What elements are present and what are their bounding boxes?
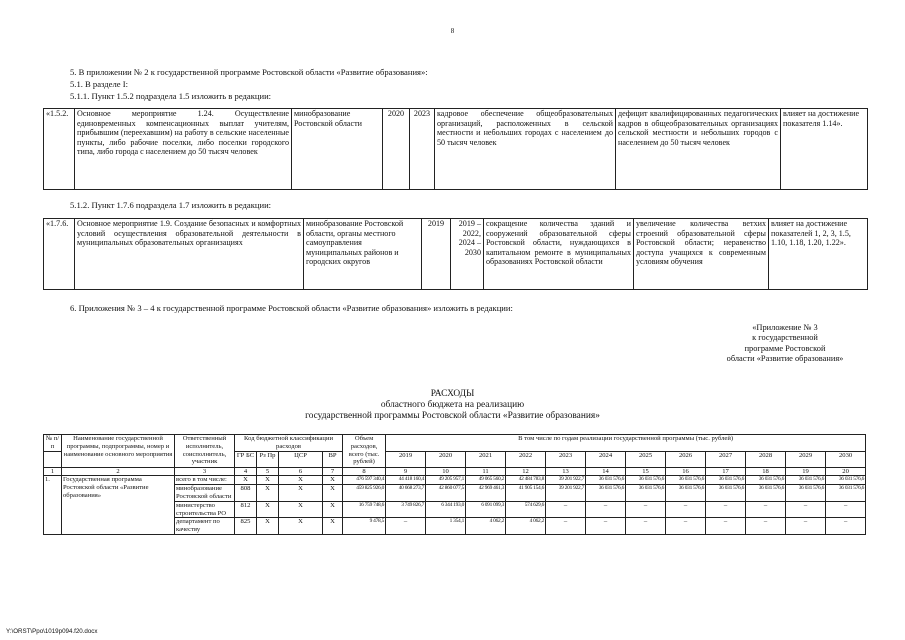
column-number: 20 [826, 467, 866, 476]
row-year-value: – [586, 501, 626, 518]
appendix-note-line: «Приложение № 3 [752, 323, 818, 332]
row-code-csr: X [279, 485, 323, 502]
table-title [0, 389, 905, 422]
header-year: 2026 [666, 451, 706, 467]
paragraph-5-1: 5.1. В разделе I: [70, 79, 128, 89]
item-number: «1.5.2. [44, 109, 75, 190]
column-number: 16 [666, 467, 706, 476]
row-code-vr: X [323, 476, 343, 485]
table-item-1-5-2 [43, 108, 868, 190]
row-year-value: 6 344 193,0 [426, 501, 466, 518]
row-year-value: 3 749 826,7 [386, 501, 426, 518]
row-code-rz: X [257, 518, 279, 535]
row-year-value: 39 201 922,7 [546, 476, 586, 485]
item-consequence: дефицит квалифицированных педагогических кадров в общеобразовательных организациях сельской местности и небольших городов с населением до 50 тысяч человек [616, 109, 781, 190]
row-year-value: 36 031 576,6 [626, 476, 666, 485]
row-year-value: 42 860 077,5 [426, 485, 466, 502]
header-vr: ВР [323, 451, 343, 467]
program-number: 1. [44, 476, 62, 535]
column-number: 8 [343, 467, 386, 476]
row-year-value: – [706, 501, 746, 518]
row-year-value: 44 418 160,4 [386, 476, 426, 485]
column-number: 14 [586, 467, 626, 476]
row-executor: всего в том числе: [175, 476, 235, 485]
row-year-value: 36 031 576,6 [666, 476, 706, 485]
column-number: 2 [62, 467, 175, 476]
row-year-value: – [746, 518, 786, 535]
header-executor: Ответственный исполнитель, соисполнитель, участник [175, 435, 235, 468]
row-code-gr: 812 [235, 501, 257, 518]
row-year-value: – [546, 518, 586, 535]
row-year-value: 49 205 957,1 [426, 476, 466, 485]
item-result: сокращение количества зданий и сооружений образовательной сферы Ростовской области, нуждающихся в капитальном ремонте в муниципальных образованиях Ростовской области [484, 219, 634, 290]
item-end-year: 2023 [410, 109, 435, 190]
item-link: влияет на достижение показателя 1.14». [781, 109, 868, 190]
column-number: 5 [257, 467, 279, 476]
header-year: 2029 [786, 451, 826, 467]
row-year-value: 39 201 922,7 [546, 485, 586, 502]
column-number: 13 [546, 467, 586, 476]
item-consequence: увеличение количества ветхих строений образовательной сферы Ростовской области; неравенство доступа учащихся к современным условиям обучения [634, 219, 769, 290]
column-number: 7 [323, 467, 343, 476]
row-code-gr: 808 [235, 485, 257, 502]
row-code-csr: X [279, 476, 323, 485]
row-year-value: – [826, 501, 866, 518]
row-year-value: 1 354,1 [426, 518, 466, 535]
header-year: 2030 [826, 451, 866, 467]
row-code-rz: X [257, 501, 279, 518]
column-number: 1 [44, 467, 62, 476]
column-number: 18 [746, 467, 786, 476]
title-line: РАСХОДЫ [430, 389, 475, 399]
row-year-value: 36 031 576,6 [586, 485, 626, 502]
header-year: 2020 [426, 451, 466, 467]
appendix-note [700, 323, 870, 365]
header-year: 2021 [466, 451, 506, 467]
row-year-value: – [826, 518, 866, 535]
row-code-vr: X [323, 501, 343, 518]
row-code-csr: X [279, 501, 323, 518]
item-executor: минобразование Ростовской области [292, 109, 383, 190]
appendix-note-line: программе Ростовской [744, 343, 826, 353]
item-number: «1.7.6. [44, 219, 75, 290]
header-year: 2027 [706, 451, 746, 467]
header-csr: ЦСР [279, 451, 323, 467]
column-number: 10 [426, 467, 466, 476]
row-year-value: – [546, 501, 586, 518]
row-year-value: 36 031 576,6 [826, 485, 866, 502]
row-year-value: 574 629,6 [506, 501, 546, 518]
title-line: областного бюджета на реализацию [380, 400, 525, 410]
row-year-value: – [586, 518, 626, 535]
row-year-value: 36 031 576,6 [786, 485, 826, 502]
header-year: 2023 [546, 451, 586, 467]
row-code-gr: X [235, 476, 257, 485]
header-year: 2028 [746, 451, 786, 467]
row-year-value: – [626, 518, 666, 535]
item-result: кадровое обеспечение общеобразовательных организаций, расположенных в сельской местности и небольших городах с населением до 50 тысяч человек [435, 109, 616, 190]
row-year-value: – [386, 518, 426, 535]
row-year-value: 41 905 154,6 [506, 485, 546, 502]
row-year-value: 36 031 576,6 [826, 476, 866, 485]
file-path-footer: Y:\ORST\Ppo\1019p094.f20.docx [6, 628, 98, 635]
row-executor: министерство строительства РО [175, 501, 235, 518]
row-year-value: 42 484 783,8 [506, 476, 546, 485]
program-name: Государственная программа Ростовской области «Развитие образования» [62, 476, 175, 535]
column-number: 17 [706, 467, 746, 476]
paragraph-5-1-2: 5.1.2. Пункт 1.7.6 подраздела 1.7 изложить в редакции: [70, 200, 272, 210]
header-year: 2024 [586, 451, 626, 467]
column-number: 11 [466, 467, 506, 476]
appendix-note-line: к государственной [752, 333, 818, 343]
row-year-value: – [666, 518, 706, 535]
item-end-year: 2019 – 2022, 2024 – 2030 [451, 219, 484, 290]
paragraph-6: 6. Приложения № 3 – 4 к государственной программе Ростовской области «Развитие образования» изложить в редакции: [70, 303, 513, 313]
title-line: государственной программы Ростовской области «Развитие образования» [305, 411, 600, 421]
row-year-value: – [666, 501, 706, 518]
column-number: 6 [279, 467, 323, 476]
header-year: 2019 [386, 451, 426, 467]
header-codes: Код бюджетной классификации расходов [235, 435, 343, 452]
row-year-value: 36 031 576,6 [666, 485, 706, 502]
row-executor: минобразование Ростовской области [175, 485, 235, 502]
page-number: 8 [450, 27, 455, 35]
row-year-value: 36 031 576,6 [586, 476, 626, 485]
row-total: 459 825 926,0 [343, 485, 386, 502]
row-year-value: 36 031 576,6 [626, 485, 666, 502]
row-year-value: 6 091 099,3 [466, 501, 506, 518]
row-code-csr: X [279, 518, 323, 535]
table-item-1-7-6 [43, 218, 868, 290]
header-name: Наименование государственной программы, подпрограммы, номер и наименование основного мероприятия [62, 435, 175, 468]
row-total: 16 759 748,6 [343, 501, 386, 518]
header-years: В том числе по годам реализации государственной программы (тыс. рублей) [386, 435, 866, 452]
item-link: влияет на достижение показателей 1, 2, 3, 1.5, 1.10, 1.18, 1.20, 1.22». [769, 219, 868, 290]
expenses-table [43, 434, 866, 535]
column-number: 9 [386, 467, 426, 476]
header-gr: ГР БС [235, 451, 257, 467]
row-code-gr: 825 [235, 518, 257, 535]
row-year-value: – [786, 518, 826, 535]
column-number: 4 [235, 467, 257, 476]
column-number: 15 [626, 467, 666, 476]
column-number: 3 [175, 467, 235, 476]
row-year-value: 4 062,2 [506, 518, 546, 535]
row-code-vr: X [323, 485, 343, 502]
row-year-value: 36 031 576,6 [706, 476, 746, 485]
header-num: № п/п [44, 435, 62, 452]
header-total: Объем расходов, всего (тыс. рублей) [343, 435, 386, 468]
row-year-value: 4 062,2 [466, 518, 506, 535]
row-year-value: – [626, 501, 666, 518]
row-year-value: – [706, 518, 746, 535]
row-year-value: 36 031 576,6 [706, 485, 746, 502]
item-start-year: 2019 [422, 219, 451, 290]
item-name: Основное мероприятие 1.9. Создание безопасных и комфортных условий осуществления образовательной деятельности в муниципальных образовательных организациях [75, 219, 304, 290]
row-executor: департамент по качеству [175, 518, 235, 535]
row-code-rz: X [257, 485, 279, 502]
row-code-rz: X [257, 476, 279, 485]
paragraph-5: 5. В приложении № 2 к государственной программе Ростовской области «Развитие образования»: [70, 67, 428, 77]
row-year-value: 49 065 560,2 [466, 476, 506, 485]
item-name: Основное мероприятие 1.24. Осуществление единовременных компенсационных выплат учителям, прибывшим (переехавшим) на работу в сельские населенные пункты, либо рабочие поселки, либо поселки городского типа, либо города с населением до 50 тысяч человек [75, 109, 292, 190]
column-number: 19 [786, 467, 826, 476]
row-year-value: 36 031 576,6 [786, 476, 826, 485]
row-year-value: 36 031 576,6 [746, 485, 786, 502]
header-year: 2022 [506, 451, 546, 467]
header-rz: Рз Пр [257, 451, 279, 467]
table-row [44, 476, 866, 485]
item-executor: минобразование Ростовской области, органы местного самоуправления муниципальных районов и городских округов [304, 219, 422, 290]
row-year-value: 40 668 273,7 [386, 485, 426, 502]
item-start-year: 2020 [383, 109, 410, 190]
row-year-value: 42 969 461,3 [466, 485, 506, 502]
row-year-value: 36 031 576,6 [746, 476, 786, 485]
row-total: 9 478,5 [343, 518, 386, 535]
row-year-value: – [786, 501, 826, 518]
paragraph-5-1-1: 5.1.1. Пункт 1.5.2 подраздела 1.5 изложить в редакции: [70, 91, 272, 101]
row-total: 476 597 340,4 [343, 476, 386, 485]
column-number: 12 [506, 467, 546, 476]
appendix-note-line: области «Развитие образования» [726, 354, 844, 364]
header-year: 2025 [626, 451, 666, 467]
row-code-vr: X [323, 518, 343, 535]
row-year-value: – [746, 501, 786, 518]
